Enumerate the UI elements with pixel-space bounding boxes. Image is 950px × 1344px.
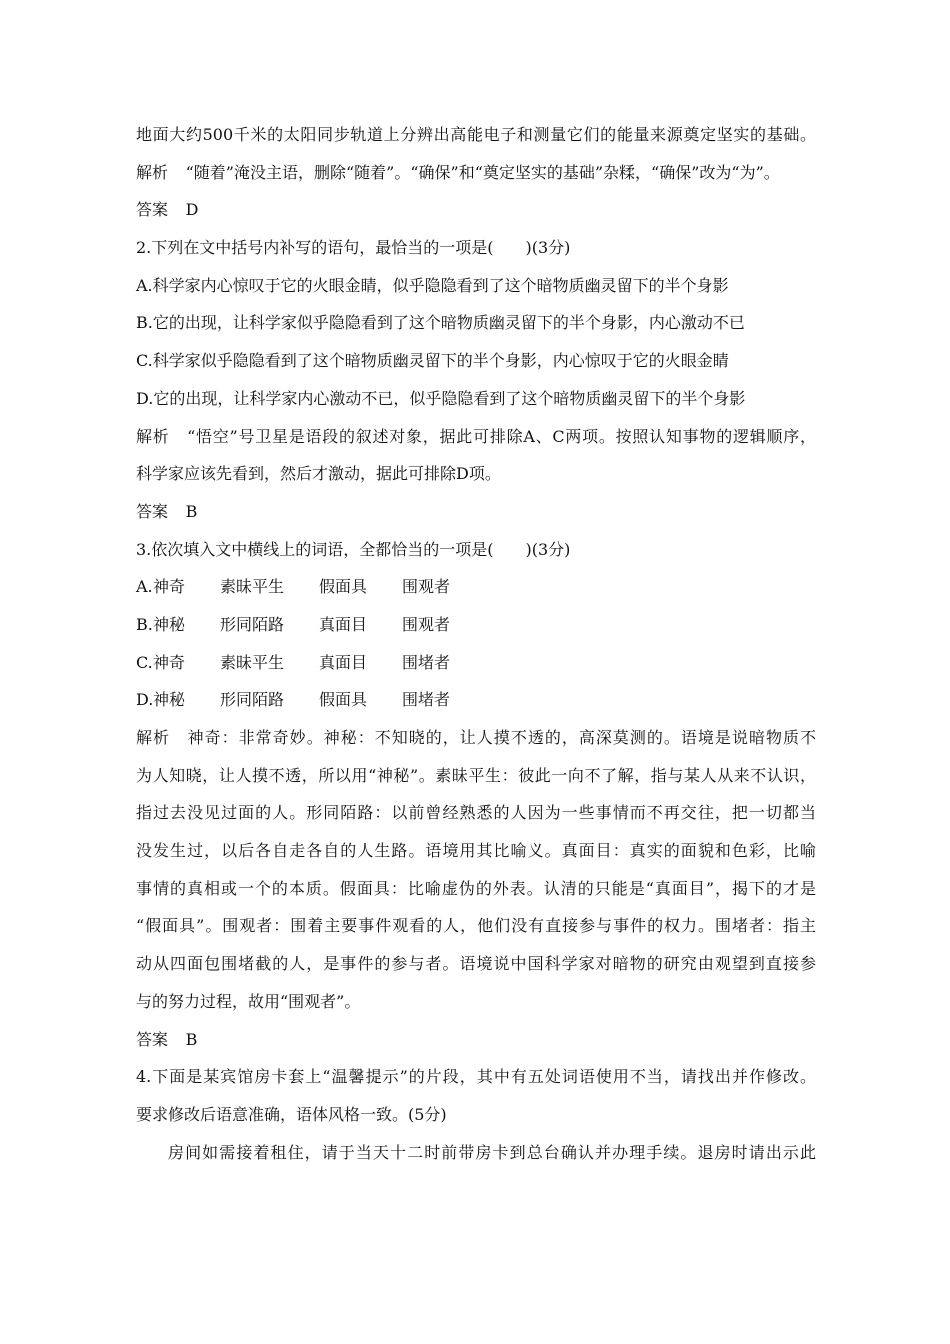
- q2-option-b: B.它的出现，让科学家似乎隐隐看到了这个暗物质幽灵留下的半个身影，内心激动不已: [136, 313, 745, 333]
- q1-stem-tail: 地面大约500千米的太阳同步轨道上分辨出高能电子和测量它们的能量来源奠定坚实的基础。: [136, 125, 816, 144]
- option-word: 神奇: [153, 652, 186, 672]
- option-word: 神秘: [153, 690, 186, 710]
- option-word: 真面目: [319, 652, 368, 672]
- q3-analysis-line-6: “假面具”。围观者：围着主要事件观看的人，他们没有直接参与事件的权力。围堵者：指主: [136, 916, 816, 936]
- q2-analysis-line-1: [136, 418, 816, 456]
- q3-analysis-line-3: 指过去没见过面的人。形同陌路：以前曾经熟悉的人因为一些事情而不再交往，把一切都当: [136, 803, 816, 823]
- option-word: 神秘: [153, 614, 186, 634]
- analysis-label: 解析: [136, 162, 169, 182]
- analysis-label: 解析: [136, 728, 171, 747]
- q2-answer: [136, 493, 816, 531]
- option-word: 假面具: [319, 577, 368, 597]
- q3-option-d: [136, 681, 816, 719]
- answer-label: 答案: [136, 1029, 169, 1049]
- option-word: 素昧平生: [220, 652, 285, 672]
- q3-analysis-line-1: [136, 719, 816, 757]
- q2-analysis-line-2: 科学家应该先看到，然后才激动，据此可排除D项。: [136, 464, 501, 484]
- document-page: [136, 116, 816, 1171]
- q4-stem-line-1: 4.下面是某宾馆房卡套上“温馨提示”的片段，其中有五处词语使用不当，请找出并作修改。: [136, 1067, 816, 1087]
- option-word: 假面具: [319, 690, 368, 710]
- option-letter: D.: [136, 690, 154, 710]
- q3-analysis-line-5: 事情的真相或一个的本质。假面具：比喻虚伪的外表。认清的只能是“真面目”，揭下的才是: [136, 878, 816, 898]
- q2-option-c: C.科学家似乎隐隐看到了这个暗物质幽灵留下的半个身影，内心惊叹于它的火眼金睛: [136, 351, 729, 371]
- option-word: 形同陌路: [220, 614, 285, 634]
- q4-passage-line-1: 房间如需接着租住，请于当天十二时前带房卡到总台确认并办理手续。退房时请出示此: [168, 1142, 816, 1162]
- q3-analysis-line-8: 与的努力过程，故用“围观者”。: [136, 991, 361, 1011]
- q1-answer: [136, 191, 816, 229]
- analysis-label: 解析: [136, 426, 170, 446]
- option-word: 真面目: [319, 614, 368, 634]
- q3-analysis-line-7: 动从四面包围堵截的人，是事件的参与者。语境说中国科学家对暗物的研究由观望到直接参: [136, 954, 816, 974]
- option-word: 围堵者: [402, 652, 451, 672]
- analysis-text: “随着”淹没主语，删除“随着”。“确保”和“奠定坚实的基础”杂糅，“确保”改为“为”。: [185, 162, 780, 182]
- option-word: 形同陌路: [220, 690, 285, 710]
- q3-option-c: [136, 644, 816, 682]
- option-word: 围堵者: [402, 690, 451, 710]
- q2-option-a: A.科学家内心惊叹于它的火眼金睛，似乎隐隐看到了这个暗物质幽灵留下的半个身影: [136, 275, 729, 295]
- q3-analysis-line-4: 没发生过，以后各自走各自的人生路。语境用其比喻义。真面目：真实的面貌和色彩，比喻: [136, 841, 816, 861]
- option-word: 围观者: [402, 614, 451, 634]
- option-word: 素昧平生: [220, 577, 285, 597]
- option-letter: C.: [136, 652, 153, 672]
- q3-option-b: [136, 606, 816, 644]
- q1-analysis: [136, 154, 816, 192]
- option-letter: A.: [136, 577, 153, 597]
- answer-value: B: [185, 501, 198, 521]
- answer-value: D: [185, 200, 199, 220]
- q2-option-d: D.它的出现，让科学家内心激动不已，似乎隐隐看到了这个暗物质幽灵留下的半个身影: [136, 388, 746, 408]
- answer-label: 答案: [136, 501, 169, 521]
- q4-stem-line-2: 要求修改后语意准确，语体风格一致。(5分): [136, 1104, 447, 1124]
- answer-value: B: [185, 1029, 198, 1049]
- option-word: 神奇: [153, 577, 186, 597]
- q3-option-a: [136, 568, 816, 606]
- analysis-text: “悟空”号卫星是语段的叙述对象，据此可排除A、C两项。按照认知事物的逻辑顺序，: [187, 426, 816, 446]
- q3-answer: [136, 1021, 816, 1059]
- option-letter: B.: [136, 614, 153, 634]
- option-word: 围观者: [402, 577, 451, 597]
- answer-label: 答案: [136, 200, 169, 220]
- analysis-text: 神奇：非常奇妙。神秘：不知晓的，让人摸不透的，高深莫测的。语境是说暗物质不: [187, 728, 816, 747]
- q3-analysis-line-2: 为人知晓，让人摸不透，所以用“神秘”。素昧平生：彼此一向不了解，指与某人从来不认识，: [136, 765, 816, 785]
- q3-stem: 3.依次填入文中横线上的词语，全都恰当的一项是( )(3分): [136, 539, 571, 559]
- q2-stem: 2.下列在文中括号内补写的语句，最恰当的一项是( )(3分): [136, 238, 571, 258]
